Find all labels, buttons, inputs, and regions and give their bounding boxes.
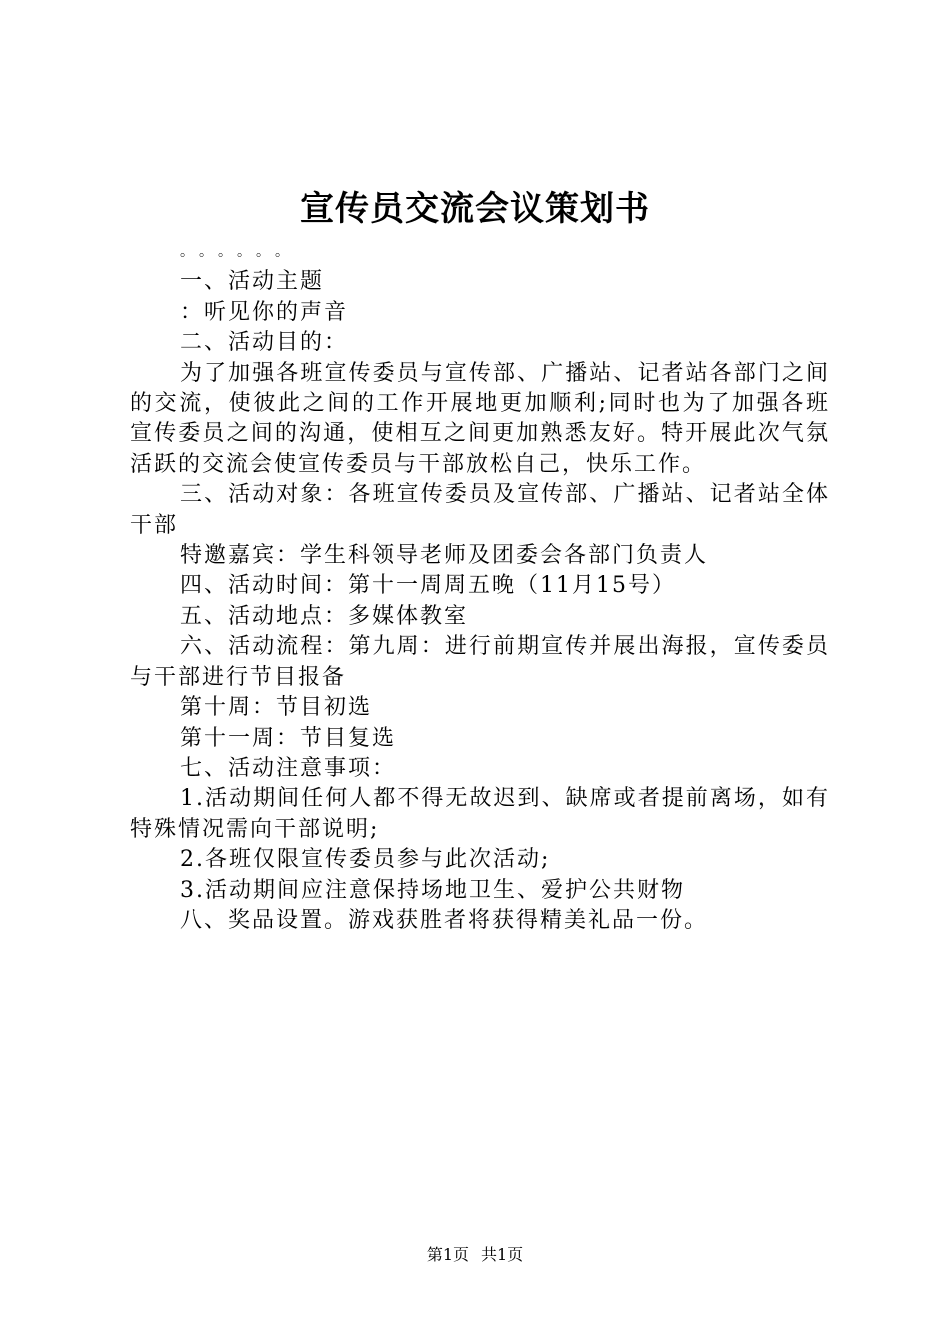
section-heading-theme: 一、活动主题 [180, 269, 325, 295]
section-location: 五、活动地点：多媒体教室 [180, 603, 469, 629]
section-heading-purpose: 二、活动目的： [180, 330, 349, 356]
section-notes: 七、活动注意事项： [180, 755, 397, 781]
process-week-10: 第十周：节目初选 [180, 695, 373, 721]
section-audience: 三、活动对象：各班宣传委员及宣传部、广播站、记者站全体干部 [130, 482, 830, 538]
section-time: 四、活动时间：第十一周周五晚（11月15号） [180, 573, 676, 599]
special-guests: 特邀嘉宾：学生科领导老师及团委会各部门负责人 [180, 543, 709, 569]
document-body [130, 237, 830, 936]
document-title: 宣传员交流会议策划书 [300, 189, 650, 229]
section-process: 六、活动流程：第九周：进行前期宣传并展出海报，宣传委员与干部进行节目报备 [130, 634, 830, 690]
purpose-paragraph: 为了加强各班宣传委员与宣传部、广播站、记者站各部门之间的交流，使彼此之间的工作开展地更加顺利;同时也为了加强各班宣传委员之间的沟通，使相互之间更加熟悉友好。特开展此次气氛活跃的交流会使宣传委员与干部放松自己，快乐工作。 [130, 360, 830, 477]
note-item-1: 1.活动期间任何人都不得无故迟到、缺席或者提前离场，如有特殊情况需向干部说明; [130, 786, 830, 842]
ornament-circles: 。。。。。。 [180, 244, 301, 260]
theme-text: ：听见你的声音 [180, 299, 349, 325]
page-footer [0, 1243, 950, 1267]
section-prizes: 八、奖品设置。游戏获胜者将获得精美礼品一份。 [180, 907, 709, 933]
page-number: 第1页 [426, 1245, 469, 1264]
process-week-11: 第十一周：节目复选 [180, 725, 397, 751]
page-total: 共1页 [481, 1245, 524, 1264]
note-item-2: 2.各班仅限宣传委员参与此次活动; [180, 847, 551, 873]
note-item-3: 3.活动期间应注意保持场地卫生、爱护公共财物 [180, 877, 685, 903]
